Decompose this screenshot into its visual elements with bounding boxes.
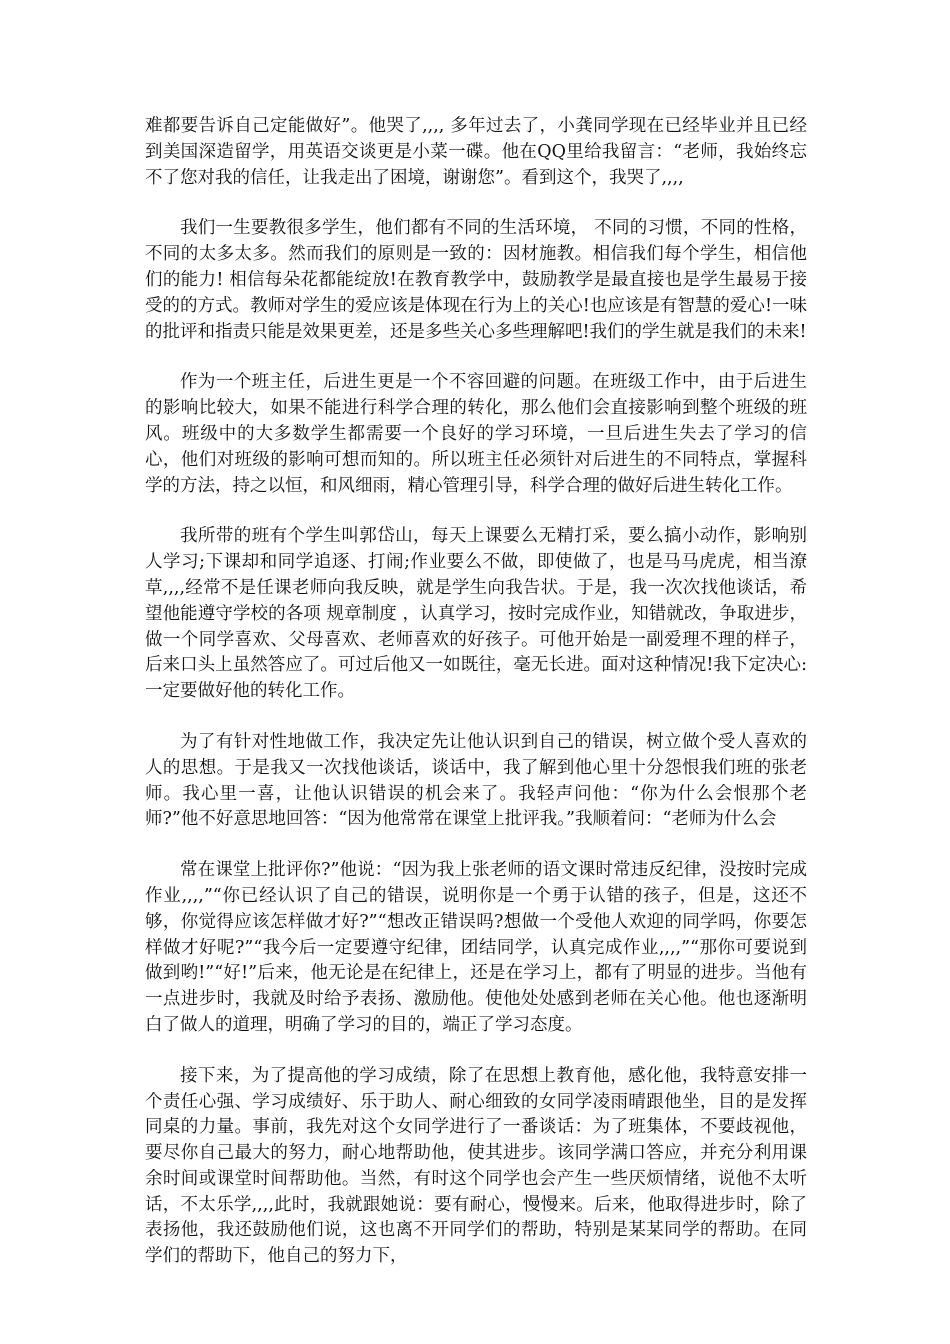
paragraph-continuation: 难都要告诉自己定能做好”。他哭了,,,, 多年过去了，小龚同学现在已经毕业并且已经到美国深造留学，用英语交谈更是小菜一碟。他在QQ里给我留言：“老师，我始终忘不了您对我的信任，让我走出了困境，谢谢您”。看到这个，我哭了,,,, (145, 116, 807, 188)
paragraph-conversation: 为了有针对性地做工作，我决定先让他认识到自己的错误，树立做个受人喜欢的人的思想。于是我又一次找他谈话，谈话中，我了解到他心里十分怨恨我们班的张老师。我心里一喜，让他认识错误的机会来了。我轻声问他：“你为什么会恨那个老师?”他不好意思地回答：“因为他常常在课堂上批评我。”我顺着问：“老师为什么会 (145, 731, 807, 830)
document-page (145, 114, 807, 1295)
paragraph-class-teacher: 作为一个班主任，后进生更是一个不容回避的问题。在班级工作中，由于后进生的影响比较大，如果不能进行科学合理的转化，那么他们会直接影响到整个班级的班风。班级中的大多数学生都需要一个良好的学习环境，一旦后进生失去了学习的信心，他们对班级的影响可想而知的。所以班主任必须针对后进生的不同特点，掌握科学的方法，持之以恒，和风细雨，精心管理引导，科学合理的做好后进生转化工作。 (145, 372, 807, 496)
paragraph-student-guo: 我所带的班有个学生叫郭岱山，每天上课要么无精打采，要么搞小动作，影响别人学习;下课却和同学追逐、打闹;作业要么不做，即使做了，也是马马虎虎，相当潦草,,,,经常不是任课老师向我反映，就是学生向我告状。于是，我一次次找他谈话，希望他能遵守学校的各项 规章制度 ，认真学习，按时完成作业，知错就改，争取进步，做一个同学喜欢、父母喜欢、老师喜欢的好孩子。可他开始是一副爱理不理的样子，后来口头上虽然答应了。可过后他又一如既往，毫无长进。面对这种情况!我下定决心:一定要做好他的转化工作。 (145, 526, 807, 702)
paragraph-deskmate: 接下来，为了提高他的学习成绩，除了在思想上教育他，感化他，我特意安排一个责任心强、学习成绩好、乐于助人、耐心细致的女同学凌雨晴跟他坐，目的是发挥同桌的力量。事前，我先对这个女同学进行了一番谈话：为了班集体，不要歧视他，要尽你自己最大的努力，耐心地帮助他，使其进步。该同学满口答应，并充分利用课余时间或课堂时间帮助他。当然，有时这个同学也会产生一些厌烦情绪，说他不太听话，不太乐学,,,,此时，我就跟她说：要有耐心，慢慢来。后来，他取得进步时，除了表扬他，我还鼓励他们说，这也离不开同学们的帮助，特别是某某同学的帮助。在同学们的帮助下，他自己的努力下， (145, 1065, 807, 1267)
paragraph-teaching-principle: 我们一生要教很多学生，他们都有不同的生活环境， 不同的习惯，不同的性格，不同的太多太多。然而我们的原则是一致的：因材施教。相信我们每个学生，相信他们的能力! 相信每朵花都能绽放!在教育教学中，鼓励教学是最直接也是学生最易于接受的的方式。教师对学生的爱应该是体现在行为上的关心!也应该是有智慧的爱心!一味的批评和指责只能是效果更差，还是多些关心多些理解吧!我们的学生就是我们的未来! (145, 218, 807, 342)
paragraph-dialogue: 常在课堂上批评你?”他说：“因为我上张老师的语文课时常违反纪律，没按时完成作业,,,,”“你已经认识了自己的错误，说明你是一个勇于认错的孩子，但是，这还不够，你觉得应该怎样做才好?”“想改正错误吗?想做一个受他人欢迎的同学吗，你要怎样做才好呢?”“我今后一定要遵守纪律，团结同学，认真完成作业,,,,”“那你可要说到做到哟!”“好!”后来，他无论是在纪律上，还是在学习上，都有了明显的进步。当他有一点进步时，我就及时给予表扬、激励他。使他处处感到老师在关心他。他也逐渐明白了做人的道理，明确了学习的目的，端正了学习态度。 (145, 860, 807, 1035)
